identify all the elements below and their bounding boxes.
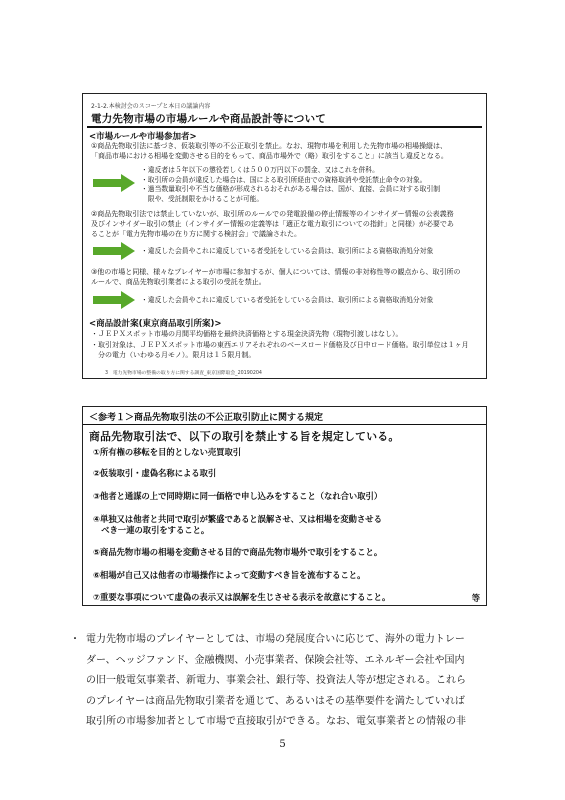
etcetera-mark: 等: [471, 593, 480, 603]
title-divider: [87, 126, 482, 128]
sanction-bullet-3: ・違反した会員やこれに違反している者受託をしている会員は、取引所による資格取消処分対象: [141, 296, 434, 304]
body-line: 取引所の市場参加者として市場で直接取引ができる。なお、電気事業者との情報の非: [86, 716, 466, 727]
section-product-design-heading: <商品設計案(東京商品取引所案)>: [89, 319, 222, 329]
rule-paragraph-3-line: ③他の市場と同様、様々なプレイヤーが市場に参加するが、個人については、情報の非対称性等の観点から、取引所の: [91, 268, 461, 276]
reference-divider: [83, 424, 486, 425]
rule-paragraph-3: [91, 267, 461, 287]
page-number: 5: [279, 739, 286, 750]
prohibited-item-3: ③他者と通謀の上で同時期に同一価格で申し込みをすること（なれ合い取引）: [93, 491, 383, 501]
rule-paragraph-1: [91, 141, 448, 161]
section-market-rules-heading: <市場ルールや市場参加者>: [89, 132, 197, 142]
reference-lead: 商品先物取引法で、以下の取引を禁止する旨を規定している。: [89, 430, 400, 443]
body-bullet: ・: [70, 634, 80, 645]
slide-title: 電力先物市場の市場ルールや商品設計等について: [91, 113, 326, 125]
rule-paragraph-2-line: 及びインサイダー取引の禁止（インサイダー情報の定義等は「適正な電力取引についての指針」と同様）が必要であ: [91, 220, 454, 228]
prohibited-item-5: ⑤商品先物市場の相場を変動させる目的で商品先物市場外で取引をすること。: [93, 547, 383, 557]
penalty-bullets: [141, 166, 440, 204]
bullet-line: ・違反者は５年以下の懲役若しくは５００万円以下の罰金、又はこれを併科。: [141, 166, 379, 174]
bullet-line: ・取引所の会員が違反した場合は、国による取引所経由での資格取消や受託禁止命令の対象。: [141, 175, 427, 184]
body-line: のプレイヤーは商品先物取引業者を通じて、あるいはその基準要件を満たしていれば: [86, 695, 465, 707]
body-line: ダー、ヘッジファンド、金融機関、小売事業者、保険会社等、エネルギー会社や国内: [86, 654, 465, 666]
prohibited-item-7: ⑦重要な事項について虚偽の表示又は誤解を生じさせる表示を故意にすること。: [93, 592, 391, 602]
body-line: 電力先物市場のプレイヤーとしては、市場の発展度合いに応じて、海外の電力トレー: [86, 634, 465, 645]
slide-header: 2-1-2.本検討会のスコープと本日の議論内容: [91, 103, 211, 110]
reference-title: ＜参考１＞商品先物取引法の不公正取引防止に関する規定: [89, 413, 324, 423]
prohibited-item-4-line: ④単独又は他者と共同で取引が繁盛であると誤解させ、又は相場を変動させる: [93, 514, 382, 524]
sanction-bullet-2: ・違反した会員やこれに違反している者受託をしている会員は、取引所による資格取消処分対象: [141, 247, 434, 255]
product-line: 分の電力（いわゆる月モノ）。限月は１５限月制。: [91, 351, 256, 359]
slide-unfair-trading-rules: [82, 406, 487, 606]
prohibited-item-4-line: べき一連の取引をすること。: [93, 525, 210, 535]
rule-paragraph-3-line: ルールで、商品先物取引業者による取引の受託を禁止。: [91, 278, 266, 286]
body-line: の旧一般電気事業者、新電力、事業会社、銀行等、投資法人等が想定される。これら: [86, 675, 466, 686]
product-line: ・ＪＥＰＸスポット市場の月間平均価格を最終決済価格とする現金決済先物（現物引渡しはなし）。: [91, 330, 403, 338]
prohibited-item-2: ②仮装取引・虚偽名称による取引: [93, 468, 217, 478]
product-line: ・取引対象は、ＪＥＰＸスポット市場の東西エリアそれぞれのベースロード価格及び日中ロード価格。取引単位は１ヶ月: [91, 340, 469, 349]
rule-paragraph-1-line: ①商品先物取引法に基づき、仮装取引等の不公正取引を禁止。なお、現物市場を利用した先物市場の相場操縦は、: [91, 142, 447, 150]
prohibited-item-6: ⑥相場が自己又は他者の市場操作によって変動すべき旨を流布すること。: [93, 570, 366, 580]
rule-paragraph-2: [91, 209, 454, 239]
slide-market-rules: [82, 93, 487, 379]
product-design-lines: [91, 329, 469, 361]
prohibited-item-1: ①所有権の移転を目的としない売買取引: [93, 447, 242, 457]
bullet-line: ・過当数量取引や不当な価格が形成されるおそれがある場合は、国が、直接、会員に対する取引制: [141, 185, 441, 194]
prohibited-item-4: [93, 514, 382, 536]
rule-paragraph-1-line: 「商品市場における相場を変動させる目的をもって、商品市場外で（略）取引をすること」に該当し違反となる。: [91, 152, 448, 160]
body-paragraph: [70, 630, 494, 733]
bullet-line: 限や、受託制限をかけることが可能。: [141, 194, 264, 203]
rule-paragraph-2-line: ②商品先物取引法では禁止していないが、取引所のルールでの発電設備の停止情報等のインサイダー情報の公表義務: [91, 210, 454, 218]
slide-footnote: 3 電力先物市場の整備の取り方に関する調査_東京国際取会_20190204: [105, 371, 262, 376]
rule-paragraph-2-line: ることが「電力先物市場の在り方に関する検討会」で議論された。: [91, 230, 301, 238]
